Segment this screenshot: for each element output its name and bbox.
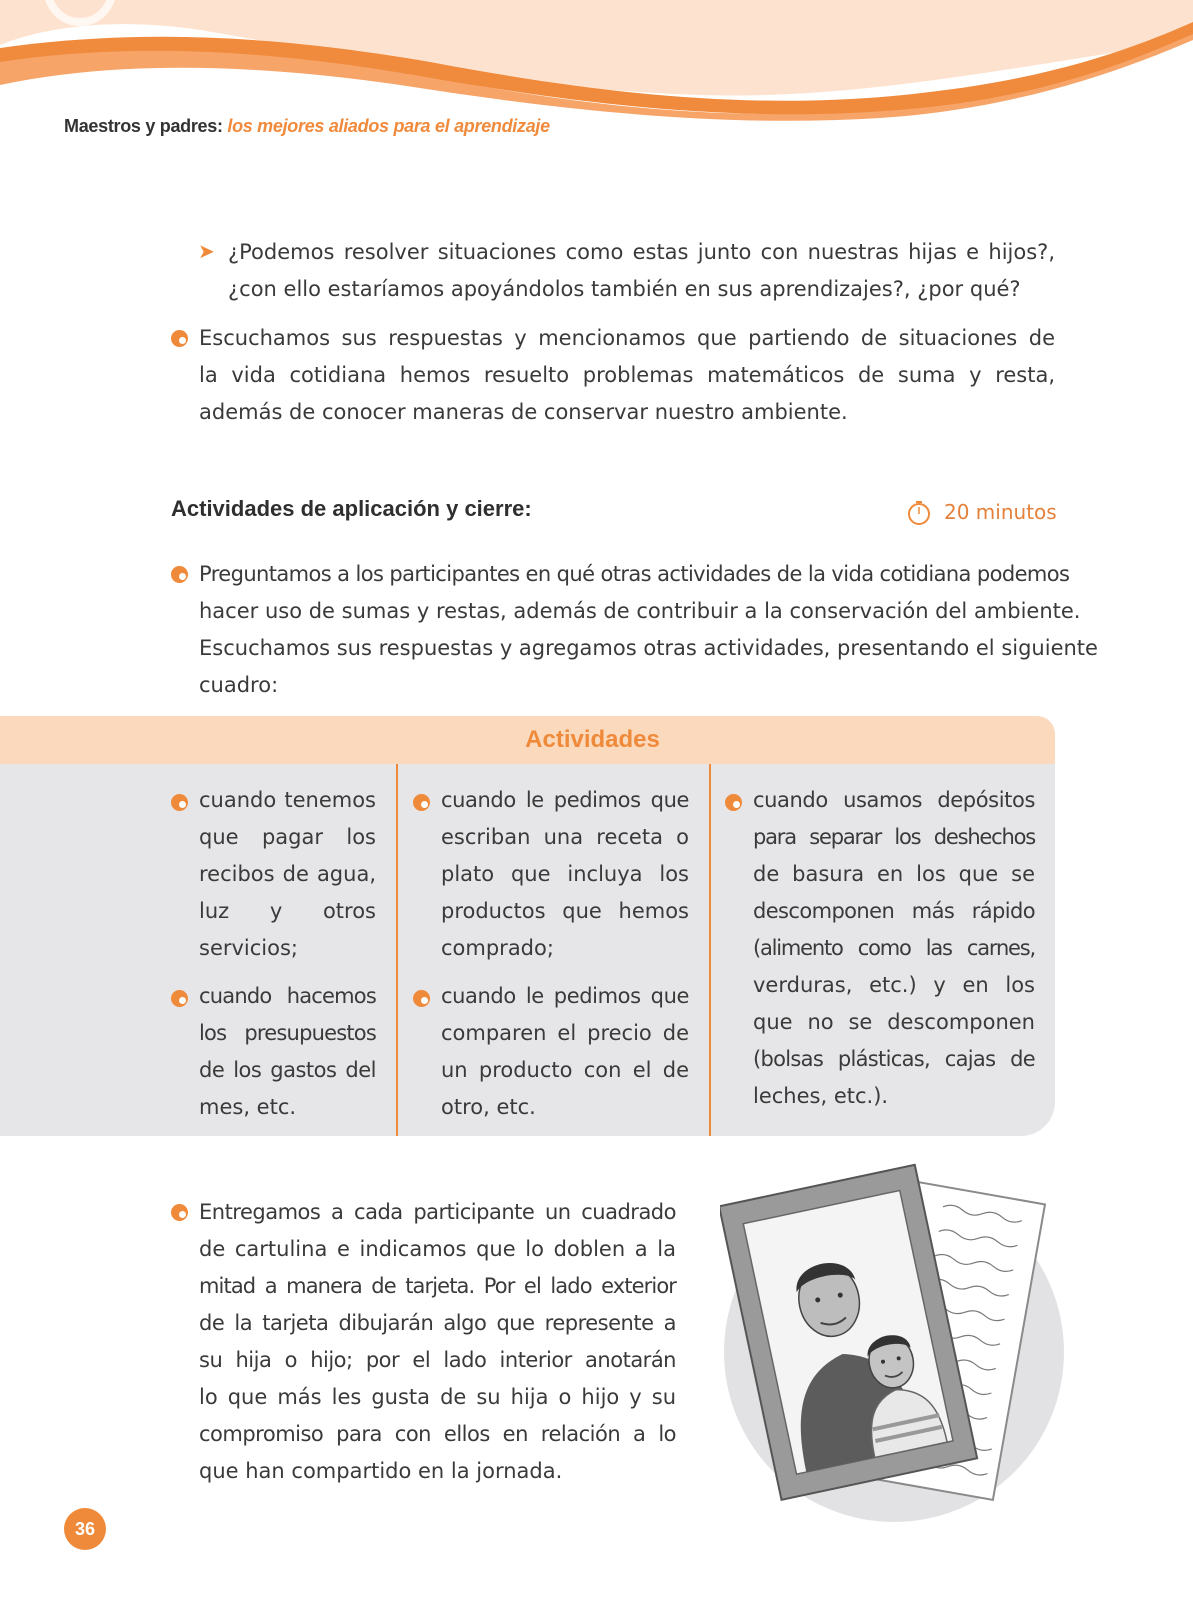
text-line: comprado;: [441, 936, 554, 960]
text-line: Escuchamos sus respuestas y agregamos otras actividades, presentando el siguiente: [199, 636, 1098, 660]
text-line: la vida cotidiana hemos resuelto problemas matemáticos de suma y resta,: [199, 363, 1055, 387]
text-line: su hija o hijo; por el lado interior anotarán: [199, 1348, 676, 1372]
activities-intro: [199, 556, 1098, 704]
text-line: un producto con el de: [441, 1058, 689, 1082]
orange-bullet-icon: [171, 330, 188, 347]
text-line: escriban una receta o: [441, 825, 689, 849]
text-line: verduras, etc.) y en los: [753, 973, 1035, 997]
orange-bullet-icon: [171, 1204, 188, 1221]
text-line: de basura en los que se: [753, 862, 1035, 886]
text-line: cuando le pedimos que: [441, 788, 689, 812]
text-line: ¿con ello estaríamos apoyándolos también en sus aprendizajes?, ¿por qué?: [228, 277, 1021, 301]
running-head-prefix: Maestros y padres:: [64, 116, 223, 136]
text-line: compromiso para con ellos en relación a lo: [199, 1422, 676, 1446]
text-line: servicios;: [199, 936, 299, 960]
text-line: que han compartido en la jornada.: [199, 1459, 563, 1483]
page-number: 36: [64, 1508, 106, 1550]
text-line: (bolsas plásticas, cajas de: [753, 1047, 1035, 1071]
text-line: plato que incluya los: [441, 862, 689, 886]
text-line: cuando usamos depósitos: [753, 788, 1035, 812]
text-line: productos que hemos: [441, 899, 689, 923]
text-line: leches, etc.).: [753, 1084, 889, 1108]
text-line: otro, etc.: [441, 1095, 536, 1119]
text-line: Preguntamos a los participantes en qué otras actividades de la vida cotidiana podemos: [199, 562, 1070, 586]
text-line: (alimento como las carnes,: [753, 936, 1035, 960]
closing-paragraph: [199, 1194, 676, 1490]
activity-item: [199, 978, 376, 1126]
activity-item: [199, 782, 376, 967]
text-line: recibos de agua,: [199, 862, 376, 886]
intro-answer: [199, 320, 1055, 431]
text-line: hacer uso de sumas y restas, además de contribuir a la conservación del ambiente.: [199, 599, 1081, 623]
activity-item: [753, 782, 1035, 1115]
text-line: cuadro:: [199, 673, 279, 697]
text-line: de la tarjeta dibujarán algo que represente a: [199, 1311, 676, 1335]
text-line: que no se descomponen: [753, 1010, 1035, 1034]
running-head-accent: los mejores aliados para el aprendizaje: [227, 116, 550, 136]
column-divider: [396, 764, 398, 1136]
orange-bullet-icon: [171, 794, 188, 811]
activity-item: [441, 978, 689, 1126]
orange-bullet-icon: [171, 990, 188, 1007]
text-line: cuando le pedimos que: [441, 984, 689, 1008]
text-line: comparen el precio de: [441, 1021, 689, 1045]
text-line: de cartulina e indicamos que lo doblen a la: [199, 1237, 676, 1261]
column-divider: [709, 764, 711, 1136]
text-line: descomponen más rápido: [753, 899, 1035, 923]
text-line: ¿Podemos resolver situaciones como estas junto con nuestras hijas e hijos?,: [228, 240, 1055, 264]
text-line: Entregamos a cada participante un cuadrado: [199, 1200, 676, 1224]
orange-bullet-icon: [413, 794, 430, 811]
text-line: cuando hacemos: [199, 984, 376, 1008]
text-line: mitad a manera de tarjeta. Por el lado exterior: [199, 1274, 676, 1298]
text-line: además de conocer maneras de conservar nuestro ambiente.: [199, 400, 848, 424]
section-title: Actividades de aplicación y cierre:: [171, 496, 532, 521]
text-line: los presupuestos: [199, 1021, 376, 1045]
text-line: Escuchamos sus respuestas y mencionamos que partiendo de situaciones de: [199, 326, 1055, 350]
intro-question: [228, 234, 1055, 308]
activity-item: [441, 782, 689, 967]
orange-bullet-icon: [413, 990, 430, 1007]
activities-table-title: Actividades: [525, 726, 660, 753]
text-line: lo que más les gusta de su hija o hijo y su: [199, 1385, 676, 1409]
text-line: para separar los deshechos: [753, 825, 1035, 849]
running-head: [64, 116, 550, 137]
orange-bullet-icon: [725, 794, 742, 811]
duration-label: 20 minutos: [944, 500, 1057, 524]
father-son-photo-illustration: [720, 1140, 1072, 1524]
text-line: de los gastos del: [199, 1058, 376, 1082]
clock-icon: [908, 500, 930, 526]
text-line: que pagar los: [199, 825, 376, 849]
text-line: luz y otros: [199, 899, 376, 923]
arrow-bullet-icon: ➤: [198, 239, 215, 263]
text-line: cuando tenemos: [199, 788, 376, 812]
orange-bullet-icon: [171, 566, 188, 583]
text-line: mes, etc.: [199, 1095, 297, 1119]
